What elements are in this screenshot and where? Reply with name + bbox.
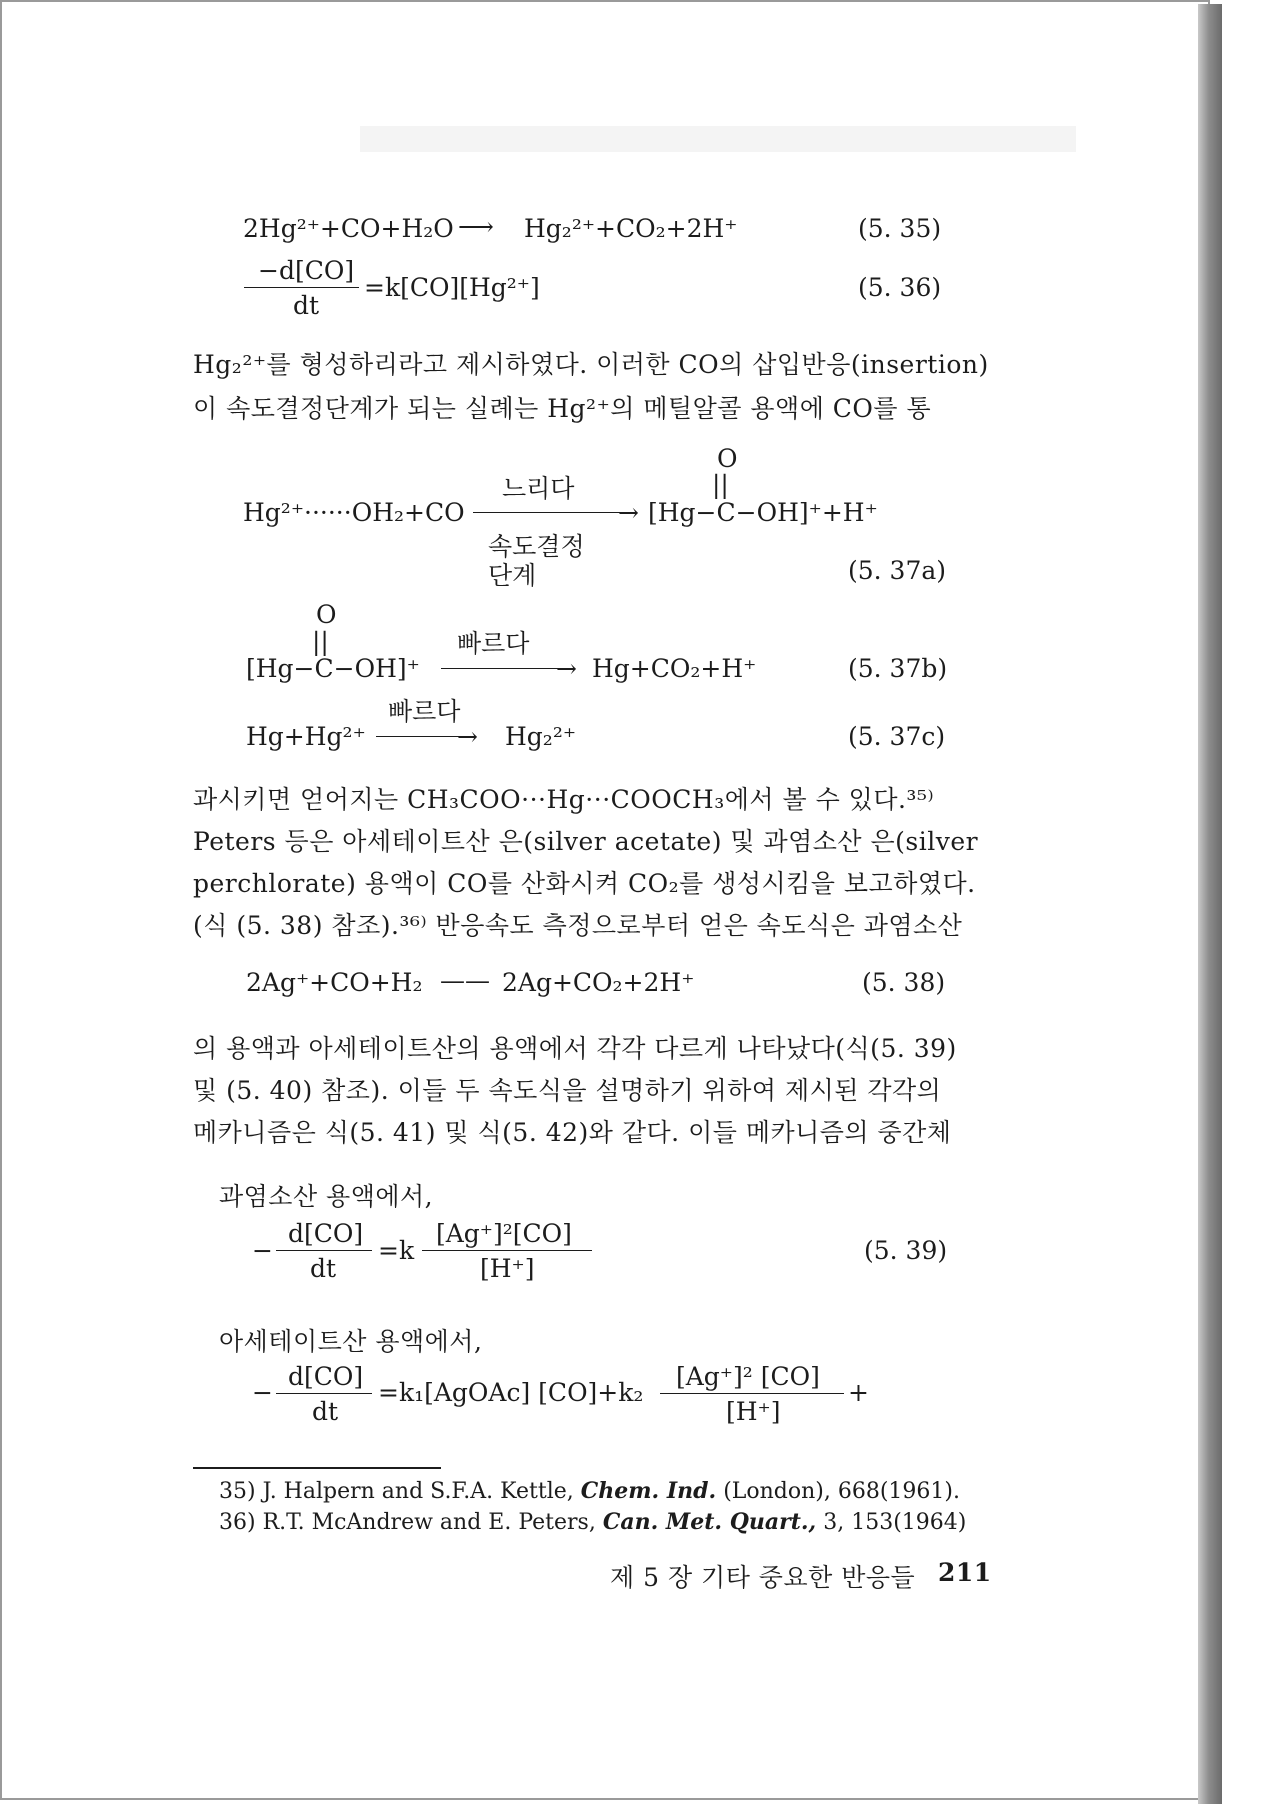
eq-5-39-number: (5. 39) (864, 1236, 948, 1265)
eq-5-38-rhs: 2Ag+CO₂+2H⁺ (502, 968, 695, 997)
eq-5-36-numerator: −d[CO] (258, 256, 355, 285)
eq-5-39-minus: − (252, 1236, 273, 1265)
paragraph-2-line-4: (식 (5. 38) 참조).³⁶⁾ 반응속도 측정으로부터 얻은 속도식은 과염소산 (193, 911, 963, 940)
footnote-35 (219, 1478, 960, 1504)
eq-5-37b-oxygen: O (316, 600, 337, 629)
eq-5-35-lhs: 2Hg²⁺+CO+H₂O (243, 214, 454, 243)
eq-5-35-rhs: Hg₂²⁺+CO₂+2H⁺ (524, 214, 738, 243)
eq-5-40-fraction-bar (276, 1393, 372, 1394)
paragraph-2-line-3: perchlorate) 용액이 CO를 산화시켜 CO₂를 생성시킴을 보고하였다. (193, 869, 976, 898)
eq-5-37a-below-arrow-2: 단계 (488, 561, 537, 590)
eq-5-39-fraction-bar (276, 1250, 372, 1251)
footnote-36-rest: 3, 153(1964) (823, 1510, 967, 1535)
eq-5-37a-lhs: Hg²⁺······OH₂+CO (243, 498, 465, 527)
eq-5-37a-double-bond: || (712, 470, 729, 499)
eq-5-40-trailing: + (848, 1378, 869, 1407)
eq-5-36-number: (5. 36) (858, 273, 942, 302)
eq-5-37b-above-arrow: 빠르다 (457, 629, 530, 658)
paragraph-1-line-1: Hg₂²⁺를 형성하리라고 제시하였다. 이러한 CO의 삽입반응(insertion) (193, 350, 989, 379)
eq-5-40-middle: =k₁[AgOAc] [CO]+k₂ (378, 1378, 644, 1407)
eq-5-37b-double-bond: || (312, 627, 329, 656)
eq-5-38-number: (5. 38) (862, 968, 946, 997)
page-edge-shadow (1198, 4, 1222, 1804)
eq-5-40-rhs-denominator: [H⁺] (726, 1397, 781, 1426)
eq-5-40-numerator: d[CO] (288, 1362, 364, 1391)
eq-5-37c-lhs: Hg+Hg²⁺ (246, 722, 366, 751)
eq-5-40-minus: − (252, 1378, 273, 1407)
paragraph-3-line-1: 의 용액과 아세테이트산의 용액에서 각각 다르게 나타났다(식(5. 39) (193, 1034, 957, 1063)
scan-smudge (360, 126, 1076, 152)
footnote-36-journal: Can. Met. Quart., (602, 1509, 817, 1535)
eq-5-36-fraction-bar (244, 287, 359, 288)
eq-5-37c-number: (5. 37c) (848, 722, 946, 751)
eq-5-39-rhs-numerator: [Ag⁺]²[CO] (436, 1219, 572, 1248)
eq-5-36-denominator: dt (293, 291, 320, 320)
eq-5-37a-above-arrow: 느리다 (502, 474, 575, 503)
paragraph-2-line-1: 과시키면 얻어지는 CH₃COO···Hg···COOCH₃에서 볼 수 있다.³⁵⁾ (193, 785, 935, 814)
eq-5-39-numerator: d[CO] (288, 1219, 364, 1248)
eq-5-37c-above-arrow: 빠르다 (388, 697, 461, 726)
eq-5-40-rhs-fraction-bar (660, 1393, 844, 1394)
label-acetate-solution: 아세테이트산 용액에서, (219, 1327, 483, 1356)
eq-5-37a-oxygen: O (717, 444, 738, 473)
eq-5-39-rhs-fraction-bar (422, 1250, 592, 1251)
eq-5-37a-arrow-head: → (618, 498, 639, 527)
footnote-35-journal: Chem. Ind. (580, 1478, 717, 1504)
paragraph-3-line-3: 메카니즘은 식(5. 41) 및 식(5. 42)와 같다. 이들 메카니즘의 중간체 (193, 1118, 952, 1147)
eq-5-37b-arrow-head: → (556, 654, 577, 683)
paragraph-3-line-2: 및 (5. 40) 참조). 이들 두 속도식을 설명하기 위하여 제시된 각각의 (193, 1076, 942, 1105)
eq-5-40-denominator: dt (312, 1397, 339, 1426)
footnote-36-marker: 36) (219, 1510, 256, 1535)
eq-5-36-rhs: =k[CO][Hg²⁺] (364, 273, 540, 302)
eq-5-39-rhs-denominator: [H⁺] (480, 1254, 535, 1283)
eq-5-38-lhs: 2Ag⁺+CO+H₂ (246, 968, 423, 997)
eq-5-37c-arrow-shaft (376, 736, 462, 737)
paragraph-2-line-2: Peters 등은 아세테이트산 은(silver acetate) 및 과염소산 은(silver (193, 827, 979, 856)
eq-5-37a-below-arrow-1: 속도결정 (488, 532, 585, 561)
eq-5-37b-number: (5. 37b) (848, 654, 948, 683)
label-perchloric-solution: 과염소산 용액에서, (219, 1182, 434, 1211)
footnote-rule (193, 1467, 441, 1469)
eq-5-37a-rhs: [Hg−C−OH]⁺+H⁺ (648, 498, 878, 527)
footnote-35-rest: (London), 668(1961). (723, 1479, 960, 1504)
running-footer-chapter: 제 5 장 기타 중요한 반응들 (610, 1563, 916, 1592)
eq-5-37b-arrow-shaft (441, 668, 561, 669)
eq-5-39-denominator: dt (310, 1254, 337, 1283)
footnote-36 (219, 1509, 966, 1535)
eq-5-37b-lhs: [Hg−C−OH]⁺ (246, 654, 420, 683)
eq-5-37a-arrow-shaft (473, 512, 623, 513)
eq-5-35-number: (5. 35) (858, 214, 942, 243)
footnote-35-marker: 35) (219, 1479, 256, 1504)
page-number: 211 (938, 1558, 992, 1587)
eq-5-40-rhs-numerator: [Ag⁺]² [CO] (676, 1362, 820, 1391)
eq-5-37a-number: (5. 37a) (848, 556, 947, 585)
footnote-36-authors: R.T. McAndrew and E. Peters, (262, 1510, 596, 1535)
eq-5-39-equals-k: =k (378, 1236, 415, 1265)
eq-5-37b-rhs: Hg+CO₂+H⁺ (592, 654, 757, 683)
eq-5-37c-rhs: Hg₂²⁺ (505, 722, 577, 751)
footnote-35-authors: J. Halpern and S.F.A. Kettle, (262, 1479, 574, 1504)
eq-5-35-arrow: ⟶ (458, 212, 494, 241)
paragraph-1-line-2: 이 속도결정단계가 되는 실례는 Hg²⁺의 메틸알콜 용액에 CO를 통 (193, 394, 932, 423)
eq-5-38-arrow: —— (440, 966, 490, 995)
eq-5-37c-arrow-head: → (457, 722, 478, 751)
